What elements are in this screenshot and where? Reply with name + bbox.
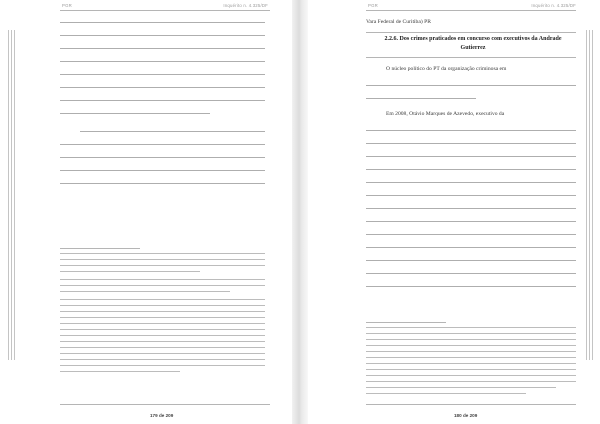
paragraph-2-first-line: Em 2008, Otávio Marques de Azevedo, executivo da [386,111,505,117]
section-title-rule-top [366,32,576,33]
left-page-footnote-rule [60,248,140,249]
right-page-header-rule [366,10,576,11]
right-page-top-line: Vara Federal de Curitiba) PR [366,19,431,25]
right-page-footnote-rule [366,322,446,323]
left-page-footer-rule [60,404,270,405]
section-title: 2.2.6. Dos crimes praticados em concurso com executivos da Andrade Gutierrez [384,36,562,51]
right-page-header-right: Inquérito n. 4.325/DF [531,3,576,8]
right-page-header-left: PGR [368,3,378,8]
right-page-footer-rule [366,404,576,405]
right-page-margin-stamp [586,30,594,360]
left-page-header-left: PGR [62,3,72,8]
left-page-header-rule [60,10,270,11]
left-page [0,0,292,424]
right-page [308,0,600,424]
left-page-number: 179 de 209 [150,413,174,418]
section-title-rule-bottom [366,57,576,58]
left-page-margin-stamp [8,30,16,360]
book-gutter [292,0,308,424]
right-page-number: 180 de 209 [454,413,478,418]
left-page-header-right: Inquérito n. 4.325/DF [223,3,268,8]
paragraph-1-first-line: O núcleo político do PT da organização criminosa em [386,66,507,72]
